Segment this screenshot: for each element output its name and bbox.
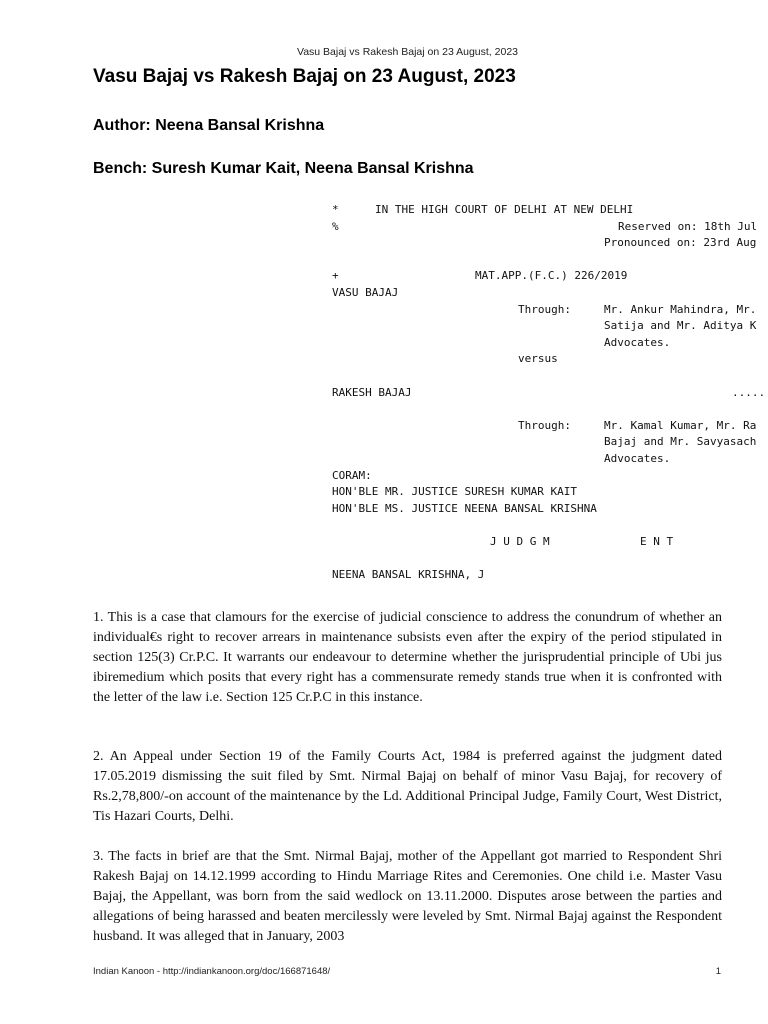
coram-label: CORAM: [332,468,372,482]
respondent-counsel-line: Advocates. [604,451,671,465]
respondent-counsel-line: Mr. Kamal Kumar, Mr. Ra [604,418,757,432]
judgment-heading-part: E N T [640,534,674,548]
versus-label: versus [518,352,558,366]
appellant-name: VASU BAJAJ [332,285,399,299]
court-mark: * [332,203,339,216]
case-caption [332,202,768,584]
author-line: Author: Neena Bansal Krishna [93,117,325,134]
plus-mark: + [332,269,339,283]
respondent-name: RAKESH BAJAJ [332,385,412,399]
footer-source: Indian Kanoon - http://indiankanoon.org/doc/166871648/ [93,966,331,977]
paragraph-3: 3. The facts in brief are that the Smt. Nirmal Bajaj, mother of the Appellant got married to Respondent Shri Rakesh Bajaj on 14.12.1999 according to Hindu Marriage Rites and Ceremonies. One child i.e. Master Vasu Bajaj, the Appellant, was born from the said wedlock on 13.11.2000. Disputes arose between the parties and allegations of being harassed and beaten mercilessly were leveled by Smt. Nirmal Bajaj against the Respondent husband. It was alleged that in January, 2003 [93,849,722,944]
bench-line: Bench: Suresh Kumar Kait, Neena Bansal Krishna [93,160,474,177]
judge-name: HON'BLE MS. JUSTICE NEENA BANSAL KRISHNA [332,501,597,515]
paragraph-2: 2. An Appeal under Section 19 of the Family Courts Act, 1984 is preferred against the judgment dated 17.05.2019 dismissing the suit filed by Smt. Nirmal Bajaj on behalf of minor Vasu Bajaj, for recovery of Rs.2,78,800/-on account of the maintenance by the Ld. Additional Principal Judge, Family Court, West District, Tis Hazari Courts, Delhi. [93,749,722,824]
case-number: MAT.APP.(F.C.) 226/2019 [475,269,628,283]
respondent-dots: ..... [732,385,766,399]
document-title: Vasu Bajaj vs Rakesh Bajaj on 23 August, 2023 [93,66,516,87]
appellant-counsel-line: Satija and Mr. Aditya K [604,319,757,333]
judge-name: HON'BLE MR. JUSTICE SURESH KUMAR KAIT [332,485,578,499]
appellant-counsel-line: Mr. Ankur Mahindra, Mr. [604,302,757,316]
appellant-through-label: Through: [518,302,571,316]
pronounced-date: Pronounced on: 23rd Aug [604,236,757,250]
reserved-date: Reserved on: 18th Jul [618,219,758,233]
page-number: 1 [715,966,721,977]
judgment-heading-part: J U D G M [490,534,550,548]
court-name: IN THE HIGH COURT OF DELHI AT NEW DELHI [375,203,634,216]
paragraph-1: 1. This is a case that clamours for the exercise of judicial conscience to address the conundrum of whether an individual€s right to recover arrears in maintenance subsists even after the expiry of the period stipulated in section 125(3) Cr.P.C. It warrants our endeavour to determine whether the jurisprudential principle of Ubi jus ibiremedium which posits that every right has a commensurate remedy stands true when it is confronted with the letter of the law i.e. Section 125 Cr.P.C in this instance. [93,610,722,705]
respondent-through-label: Through: [518,418,571,432]
judge-signature: NEENA BANSAL KRISHNA, J [332,568,485,582]
appellant-counsel-line: Advocates. [604,335,671,349]
respondent-counsel-line: Bajaj and Mr. Savyasach [604,435,757,449]
pct-mark: % [332,219,339,233]
running-header: Vasu Bajaj vs Rakesh Bajaj on 23 August, 2023 [296,46,519,58]
